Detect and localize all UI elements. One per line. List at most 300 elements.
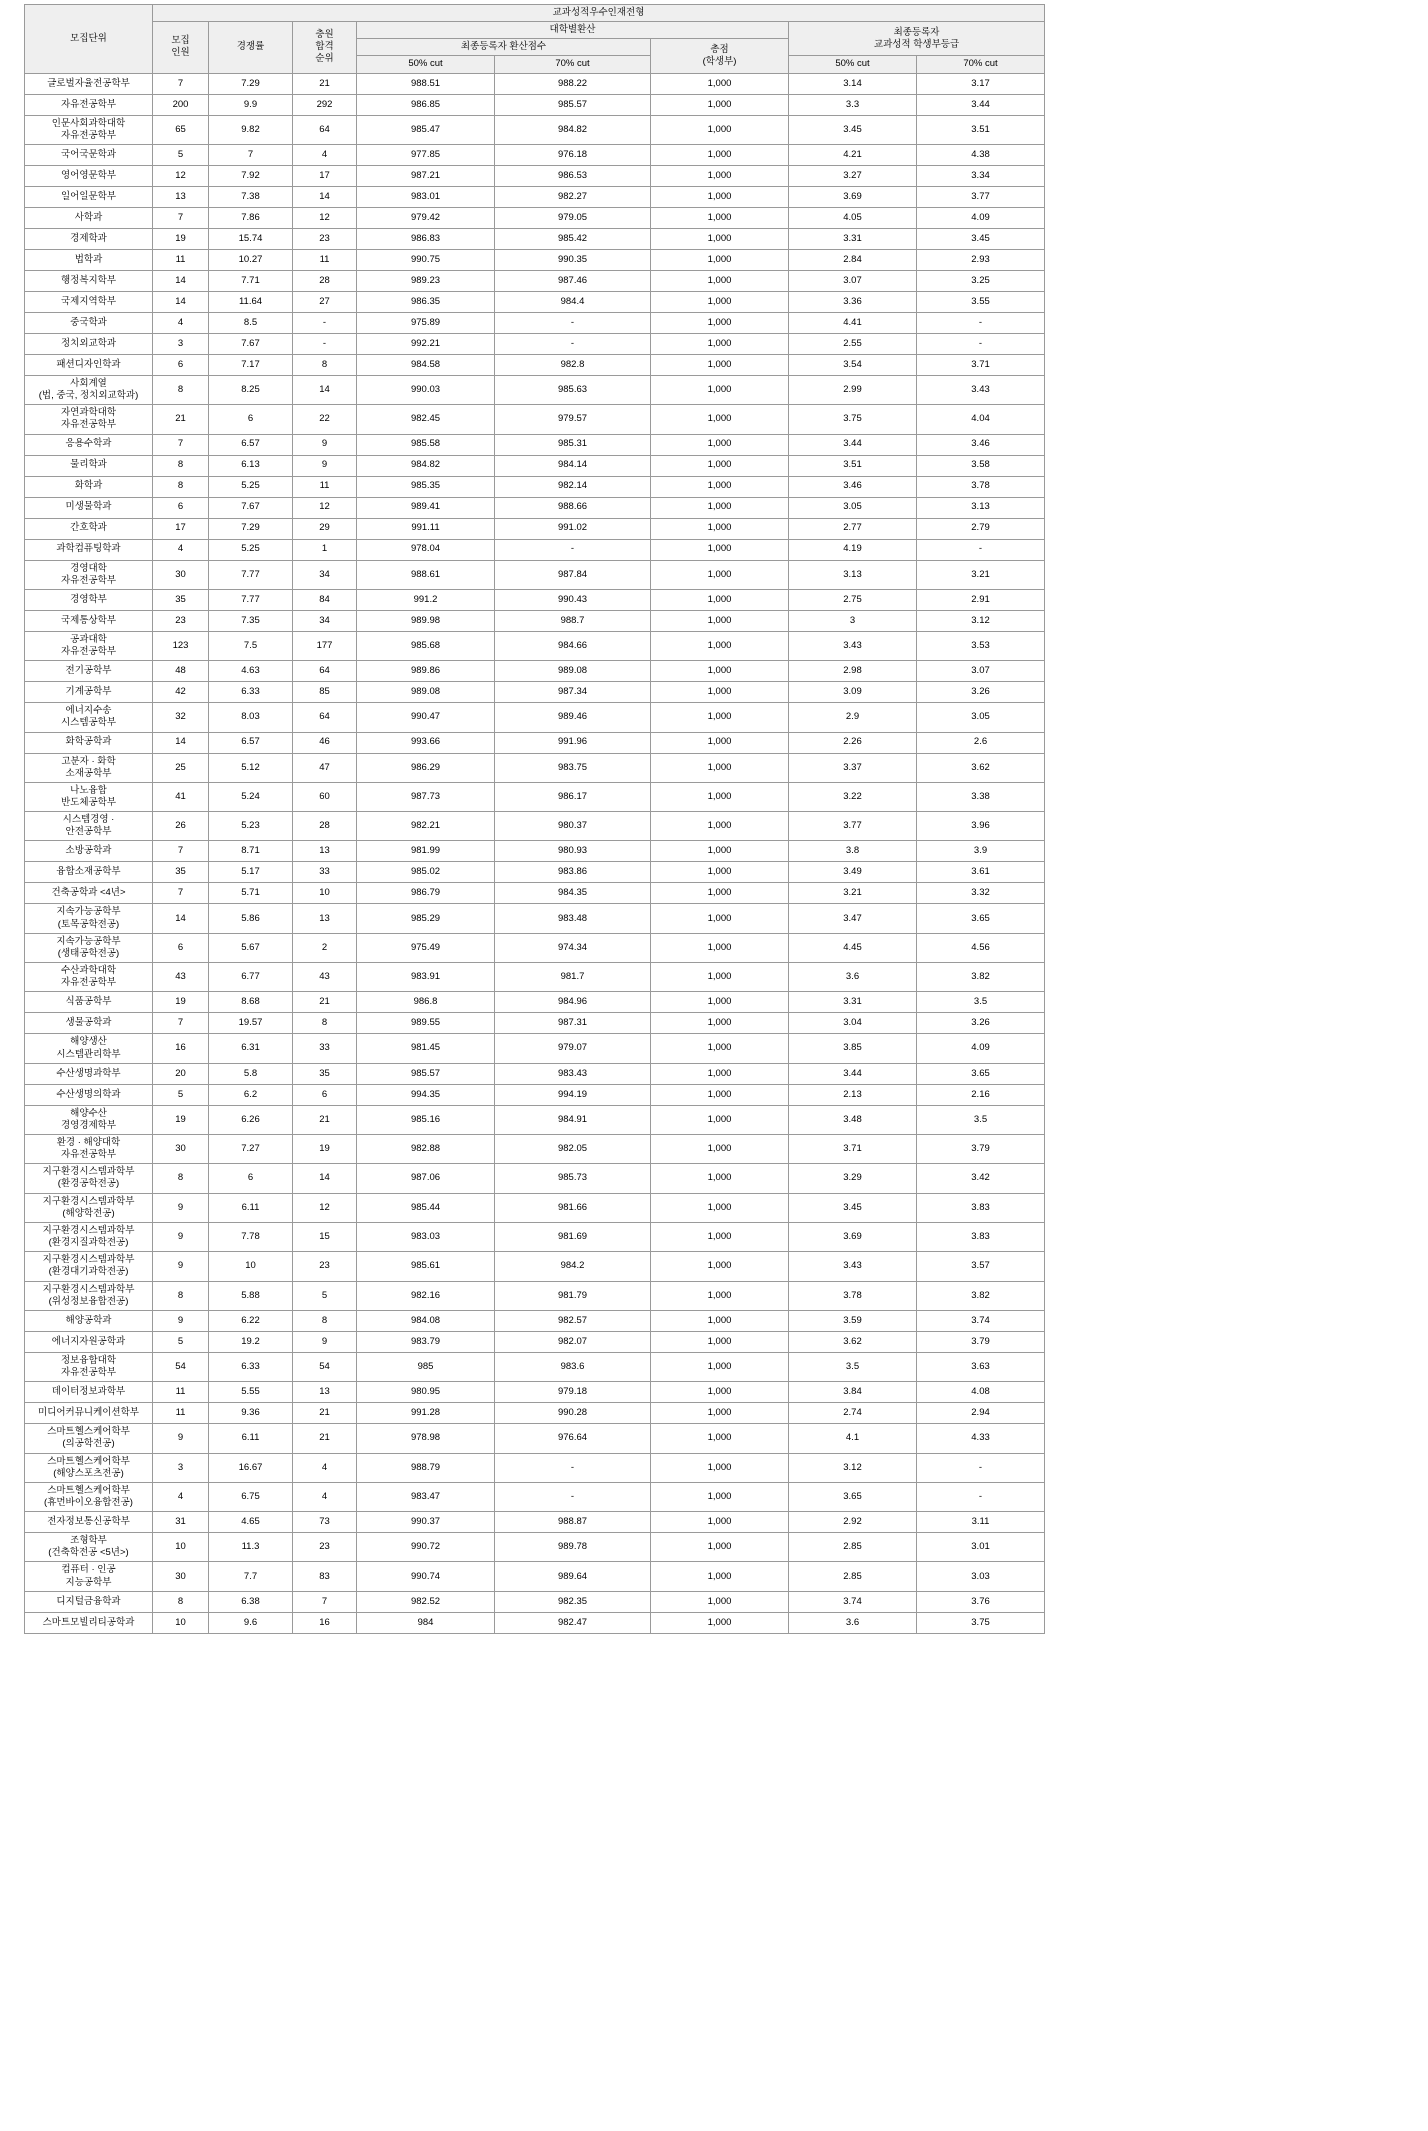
cell-capacity: 30: [153, 560, 209, 589]
cell-total: 1,000: [651, 476, 789, 497]
table-row: [25, 1013, 1045, 1034]
cell-cut50: 978.98: [357, 1424, 495, 1453]
cell-competition: 6.2: [209, 1084, 293, 1105]
table-row: [25, 992, 1045, 1013]
cell-grade50: 3.74: [789, 1591, 917, 1612]
table-row: [25, 497, 1045, 518]
cell-extra-rank: 21: [293, 1403, 357, 1424]
table-row: [25, 249, 1045, 270]
cell-grade50: 3.46: [789, 476, 917, 497]
cell-competition: 4.65: [209, 1512, 293, 1533]
cell-competition: 6.75: [209, 1482, 293, 1511]
cell-grade70: 3.5: [917, 1105, 1045, 1134]
cell-cut50: 986.79: [357, 883, 495, 904]
cell-extra-rank: -: [293, 333, 357, 354]
cell-grade50: 2.55: [789, 333, 917, 354]
table-row: [25, 455, 1045, 476]
table-row: [25, 207, 1045, 228]
cell-competition: 7.29: [209, 518, 293, 539]
cell-cut50: 981.99: [357, 841, 495, 862]
cell-extra-rank: 21: [293, 1105, 357, 1134]
cell-cut50: 989.86: [357, 661, 495, 682]
cell-extra-rank: 27: [293, 291, 357, 312]
cell-cut70: 988.87: [495, 1512, 651, 1533]
cell-cut50: 985.29: [357, 904, 495, 933]
cell-cut70: 985.42: [495, 228, 651, 249]
cell-competition: 5.12: [209, 753, 293, 782]
header-total-line1: 총점: [710, 43, 729, 55]
header-grade-cut70: 70% cut: [917, 56, 1045, 73]
cell-extra-rank: 13: [293, 1382, 357, 1403]
cell-total: 1,000: [651, 883, 789, 904]
cell-grade70: 3.61: [917, 862, 1045, 883]
cell-capacity: 3: [153, 333, 209, 354]
cell-unit: [25, 375, 153, 404]
cell-cut70: 982.8: [495, 354, 651, 375]
cell-competition: 7.71: [209, 270, 293, 291]
cell-competition: 6.33: [209, 682, 293, 703]
cell-grade70: 3.25: [917, 270, 1045, 291]
cell-capacity: 14: [153, 270, 209, 291]
cell-extra-rank: 8: [293, 1310, 357, 1331]
cell-unit: [25, 631, 153, 660]
cell-capacity: 3: [153, 1453, 209, 1482]
table-row: [25, 1403, 1045, 1424]
cell-unit: [25, 1164, 153, 1193]
header-admission-type: 교과성적우수인재전형: [153, 5, 1045, 22]
cell-cut70: 982.47: [495, 1612, 651, 1633]
cell-unit: [25, 1034, 153, 1063]
cell-total: 1,000: [651, 333, 789, 354]
table-row: [25, 539, 1045, 560]
cell-cut50: 985.61: [357, 1252, 495, 1281]
cell-cut50: 990.75: [357, 249, 495, 270]
cell-competition: 15.74: [209, 228, 293, 249]
cell-unit: [25, 73, 153, 94]
cell-grade50: 3.51: [789, 455, 917, 476]
unit-line: 자유전공학부: [60, 98, 117, 110]
cell-total: 1,000: [651, 1533, 789, 1562]
unit-line: (토목공학전공): [57, 918, 120, 930]
cell-grade70: 3.43: [917, 375, 1045, 404]
cell-unit: [25, 1135, 153, 1164]
cell-capacity: 123: [153, 631, 209, 660]
table-row: [25, 518, 1045, 539]
cell-competition: 9.9: [209, 94, 293, 115]
unit-line: (환경공학전공): [57, 1178, 120, 1190]
unit-line: 데이터정보과학부: [51, 1386, 126, 1398]
cell-competition: 5.25: [209, 476, 293, 497]
cell-grade70: 3.12: [917, 610, 1045, 631]
cell-unit: [25, 434, 153, 455]
cell-grade50: 2.84: [789, 249, 917, 270]
table-row: [25, 1352, 1045, 1381]
cell-capacity: 10: [153, 1533, 209, 1562]
cell-grade50: 2.98: [789, 661, 917, 682]
unit-line: 해양수산: [70, 1107, 107, 1119]
cell-grade50: 3.78: [789, 1281, 917, 1310]
cell-capacity: 11: [153, 1403, 209, 1424]
cell-cut70: 976.18: [495, 144, 651, 165]
cell-competition: 7.78: [209, 1222, 293, 1251]
cell-extra-rank: 21: [293, 73, 357, 94]
cell-competition: 6.57: [209, 732, 293, 753]
cell-capacity: 26: [153, 812, 209, 841]
cell-unit: [25, 518, 153, 539]
unit-line: 시스템공학부: [60, 717, 117, 729]
cell-total: 1,000: [651, 1382, 789, 1403]
cell-competition: 5.86: [209, 904, 293, 933]
cell-unit: [25, 992, 153, 1013]
unit-line: 경영학부: [70, 593, 107, 605]
cell-competition: 8.03: [209, 703, 293, 732]
unit-line: 정치외교학과: [60, 337, 117, 349]
table-row: [25, 1135, 1045, 1164]
cell-unit: [25, 560, 153, 589]
unit-line: 미디어커뮤니케이션학부: [38, 1407, 139, 1419]
cell-grade70: -: [917, 312, 1045, 333]
cell-cut50: 985.58: [357, 434, 495, 455]
cell-extra-rank: -: [293, 312, 357, 333]
cell-cut50: 992.21: [357, 333, 495, 354]
unit-line: 화학과: [74, 480, 103, 492]
cell-grade70: 2.6: [917, 732, 1045, 753]
cell-cut50: 983.03: [357, 1222, 495, 1251]
cell-competition: 6: [209, 1164, 293, 1193]
unit-line: 디지털금융학과: [56, 1595, 121, 1607]
unit-line: 지구환경시스템과학부: [42, 1254, 135, 1266]
cell-grade70: 3.82: [917, 1281, 1045, 1310]
cell-total: 1,000: [651, 354, 789, 375]
cell-unit: [25, 1331, 153, 1352]
cell-grade70: 3.74: [917, 1310, 1045, 1331]
cell-capacity: 35: [153, 862, 209, 883]
unit-line: 사회계열: [70, 377, 107, 389]
cell-total: 1,000: [651, 73, 789, 94]
cell-capacity: 200: [153, 94, 209, 115]
cell-unit: [25, 476, 153, 497]
cell-cut70: 979.57: [495, 405, 651, 434]
cell-unit: [25, 165, 153, 186]
cell-unit: [25, 270, 153, 291]
cell-total: 1,000: [651, 753, 789, 782]
cell-cut70: 976.64: [495, 1424, 651, 1453]
cell-competition: 6.13: [209, 455, 293, 476]
cell-grade70: 3.75: [917, 1612, 1045, 1633]
unit-line: 나노융합: [70, 784, 107, 796]
header-extra-rank-line2: 합격: [315, 41, 334, 53]
cell-cut70: 984.96: [495, 992, 651, 1013]
cell-extra-rank: 292: [293, 94, 357, 115]
cell-total: 1,000: [651, 1331, 789, 1352]
cell-grade50: 3.3: [789, 94, 917, 115]
cell-grade50: 2.85: [789, 1533, 917, 1562]
cell-unit: [25, 812, 153, 841]
cell-cut70: 981.69: [495, 1222, 651, 1251]
cell-cut70: 983.48: [495, 904, 651, 933]
cell-cut70: 988.7: [495, 610, 651, 631]
cell-unit: [25, 539, 153, 560]
cell-grade50: 3.8: [789, 841, 917, 862]
cell-cut50: 987.73: [357, 782, 495, 811]
cell-grade50: 4.19: [789, 539, 917, 560]
header-cut50: 50% cut: [357, 56, 495, 73]
cell-unit: [25, 207, 153, 228]
cell-total: 1,000: [651, 661, 789, 682]
cell-capacity: 8: [153, 375, 209, 404]
cell-competition: 9.82: [209, 115, 293, 144]
cell-capacity: 4: [153, 539, 209, 560]
table-row: [25, 841, 1045, 862]
cell-competition: 7.77: [209, 589, 293, 610]
cell-total: 1,000: [651, 434, 789, 455]
cell-cut50: 989.41: [357, 497, 495, 518]
cell-grade70: 3.11: [917, 1512, 1045, 1533]
cell-competition: 7.17: [209, 354, 293, 375]
cell-capacity: 8: [153, 1281, 209, 1310]
cell-total: 1,000: [651, 1013, 789, 1034]
cell-extra-rank: 34: [293, 610, 357, 631]
cell-cut50: 990.47: [357, 703, 495, 732]
unit-line: 과학컴퓨팅학과: [56, 543, 121, 555]
cell-extra-rank: 73: [293, 1512, 357, 1533]
cell-grade70: 4.09: [917, 207, 1045, 228]
cell-cut50: 989.98: [357, 610, 495, 631]
cell-total: 1,000: [651, 1453, 789, 1482]
cell-extra-rank: 8: [293, 354, 357, 375]
unit-line: (환경지질과학전공): [48, 1237, 129, 1249]
cell-cut50: 980.95: [357, 1382, 495, 1403]
unit-line: 정보융합대학: [60, 1354, 117, 1366]
cell-grade50: 3.5: [789, 1352, 917, 1381]
unit-line: 소방공학과: [65, 845, 112, 857]
cell-competition: 4.63: [209, 661, 293, 682]
cell-capacity: 20: [153, 1063, 209, 1084]
cell-grade50: 2.74: [789, 1403, 917, 1424]
cell-grade70: 3.26: [917, 682, 1045, 703]
cell-total: 1,000: [651, 228, 789, 249]
cell-cut70: 981.79: [495, 1281, 651, 1310]
cell-competition: 8.25: [209, 375, 293, 404]
unit-line: 소재공학부: [65, 767, 112, 779]
table-row: [25, 270, 1045, 291]
unit-line: 시스템경영 ·: [62, 814, 115, 826]
cell-capacity: 7: [153, 434, 209, 455]
cell-grade70: 3.78: [917, 476, 1045, 497]
unit-line: (해양학전공): [62, 1207, 115, 1219]
unit-line: 지구환경시스템과학부: [42, 1283, 135, 1295]
cell-grade50: 3.44: [789, 434, 917, 455]
cell-total: 1,000: [651, 1034, 789, 1063]
cell-capacity: 21: [153, 405, 209, 434]
cell-capacity: 9: [153, 1252, 209, 1281]
cell-capacity: 7: [153, 207, 209, 228]
cell-capacity: 30: [153, 1135, 209, 1164]
cell-competition: 6.22: [209, 1310, 293, 1331]
cell-capacity: 6: [153, 933, 209, 962]
table-row: [25, 753, 1045, 782]
cell-capacity: 4: [153, 312, 209, 333]
cell-competition: 8.71: [209, 841, 293, 862]
cell-cut70: 988.66: [495, 497, 651, 518]
cell-total: 1,000: [651, 904, 789, 933]
cell-cut70: 987.84: [495, 560, 651, 589]
unit-line: 안전공학부: [65, 826, 112, 838]
header-final-registrant-line2: 교과성적 학생부등급: [873, 38, 960, 50]
unit-line: (의공학전공): [62, 1438, 115, 1450]
cell-unit: [25, 1063, 153, 1084]
cell-cut50: 985.47: [357, 115, 495, 144]
table-row: [25, 782, 1045, 811]
cell-grade50: 4.45: [789, 933, 917, 962]
unit-line: 스마트헬스케어학부: [47, 1426, 130, 1438]
cell-unit: [25, 1252, 153, 1281]
cell-grade70: 3.83: [917, 1193, 1045, 1222]
cell-grade70: 3.01: [917, 1533, 1045, 1562]
cell-capacity: 19: [153, 1105, 209, 1134]
unit-line: 지속가능공학부: [56, 906, 121, 918]
cell-grade70: 4.38: [917, 144, 1045, 165]
cell-grade50: 3.48: [789, 1105, 917, 1134]
cell-total: 1,000: [651, 1310, 789, 1331]
header-extra-rank-line1: 충원: [315, 29, 334, 41]
cell-capacity: 8: [153, 455, 209, 476]
unit-line: 경제학과: [70, 232, 107, 244]
cell-grade70: 2.79: [917, 518, 1045, 539]
cell-cut70: 985.63: [495, 375, 651, 404]
cell-total: 1,000: [651, 1222, 789, 1251]
unit-line: 경영경제학부: [60, 1119, 117, 1131]
cell-unit: [25, 1105, 153, 1134]
cell-capacity: 42: [153, 682, 209, 703]
cell-extra-rank: 177: [293, 631, 357, 660]
cell-cut70: 986.17: [495, 782, 651, 811]
cell-competition: 6.11: [209, 1424, 293, 1453]
cell-extra-rank: 16: [293, 1612, 357, 1633]
cell-extra-rank: 12: [293, 1193, 357, 1222]
cell-extra-rank: 84: [293, 589, 357, 610]
table-row: [25, 933, 1045, 962]
cell-cut50: 979.42: [357, 207, 495, 228]
cell-capacity: 8: [153, 1164, 209, 1193]
cell-cut50: 990.72: [357, 1533, 495, 1562]
cell-grade50: 3.13: [789, 560, 917, 589]
cell-cut50: 985.35: [357, 476, 495, 497]
cell-grade70: 3.83: [917, 1222, 1045, 1251]
cell-extra-rank: 64: [293, 703, 357, 732]
unit-line: 글로벌자율전공학부: [47, 77, 130, 89]
cell-extra-rank: 4: [293, 144, 357, 165]
cell-unit: [25, 497, 153, 518]
cell-unit: [25, 1562, 153, 1591]
cell-unit: [25, 1222, 153, 1251]
cell-cut50: 985.68: [357, 631, 495, 660]
cell-grade70: -: [917, 539, 1045, 560]
cell-total: 1,000: [651, 589, 789, 610]
cell-grade70: 3.26: [917, 1013, 1045, 1034]
unit-line: (휴먼바이오융합전공): [44, 1496, 133, 1508]
table-row: [25, 375, 1045, 404]
cell-extra-rank: 9: [293, 434, 357, 455]
cell-cut50: 991.2: [357, 589, 495, 610]
cell-extra-rank: 46: [293, 732, 357, 753]
cell-capacity: 9: [153, 1424, 209, 1453]
cell-unit: [25, 354, 153, 375]
cell-grade70: 4.09: [917, 1034, 1045, 1063]
cell-grade70: 2.91: [917, 589, 1045, 610]
cell-total: 1,000: [651, 682, 789, 703]
cell-extra-rank: 13: [293, 841, 357, 862]
cell-capacity: 35: [153, 589, 209, 610]
cell-cut50: 982.21: [357, 812, 495, 841]
cell-cut50: 984.08: [357, 1310, 495, 1331]
cell-capacity: 23: [153, 610, 209, 631]
unit-line: 인문사회과학대학: [51, 117, 126, 129]
table-row: [25, 661, 1045, 682]
cell-grade70: 3.17: [917, 73, 1045, 94]
cell-extra-rank: 11: [293, 476, 357, 497]
unit-line: 국제통상학부: [60, 614, 117, 626]
cell-unit: [25, 661, 153, 682]
unit-line: 지능공학부: [65, 1576, 112, 1588]
cell-cut70: -: [495, 539, 651, 560]
unit-line: 자유전공학부: [60, 1149, 117, 1161]
cell-unit: [25, 1352, 153, 1381]
cell-cut70: 979.18: [495, 1382, 651, 1403]
table-row: [25, 291, 1045, 312]
cell-grade70: 3.9: [917, 841, 1045, 862]
cell-competition: 7.92: [209, 165, 293, 186]
cell-capacity: 7: [153, 73, 209, 94]
cell-capacity: 11: [153, 249, 209, 270]
cell-cut50: 991.11: [357, 518, 495, 539]
cell-total: 1,000: [651, 963, 789, 992]
table-row: [25, 1382, 1045, 1403]
table-row: [25, 1331, 1045, 1352]
cell-grade50: 2.9: [789, 703, 917, 732]
cell-capacity: 5: [153, 1331, 209, 1352]
unit-line: 미생물학과: [65, 501, 112, 513]
cell-competition: 7.77: [209, 560, 293, 589]
unit-line: 자유전공학부: [60, 419, 117, 431]
table-row: [25, 862, 1045, 883]
cell-capacity: 19: [153, 992, 209, 1013]
cell-grade70: -: [917, 1482, 1045, 1511]
cell-capacity: 9: [153, 1310, 209, 1331]
cell-extra-rank: 11: [293, 249, 357, 270]
unit-line: 해양생산: [70, 1036, 107, 1048]
cell-competition: 6.11: [209, 1193, 293, 1222]
cell-cut50: 990.37: [357, 1512, 495, 1533]
unit-line: 생물공학과: [65, 1017, 112, 1029]
unit-line: 전자정보통신공학부: [47, 1516, 130, 1528]
unit-line: 자유전공학부: [60, 977, 117, 989]
table-row: [25, 1591, 1045, 1612]
cell-extra-rank: 28: [293, 270, 357, 291]
unit-line: 에너지수송: [65, 705, 112, 717]
unit-line: 행정복지학부: [60, 274, 117, 286]
cell-unit: [25, 862, 153, 883]
cell-capacity: 17: [153, 518, 209, 539]
cell-extra-rank: 12: [293, 207, 357, 228]
cell-extra-rank: 21: [293, 992, 357, 1013]
cell-unit: [25, 753, 153, 782]
cell-unit: [25, 228, 153, 249]
cell-grade50: 3.49: [789, 862, 917, 883]
unit-line: 자유전공학부: [60, 646, 117, 658]
cell-grade50: 2.13: [789, 1084, 917, 1105]
cell-unit: [25, 291, 153, 312]
